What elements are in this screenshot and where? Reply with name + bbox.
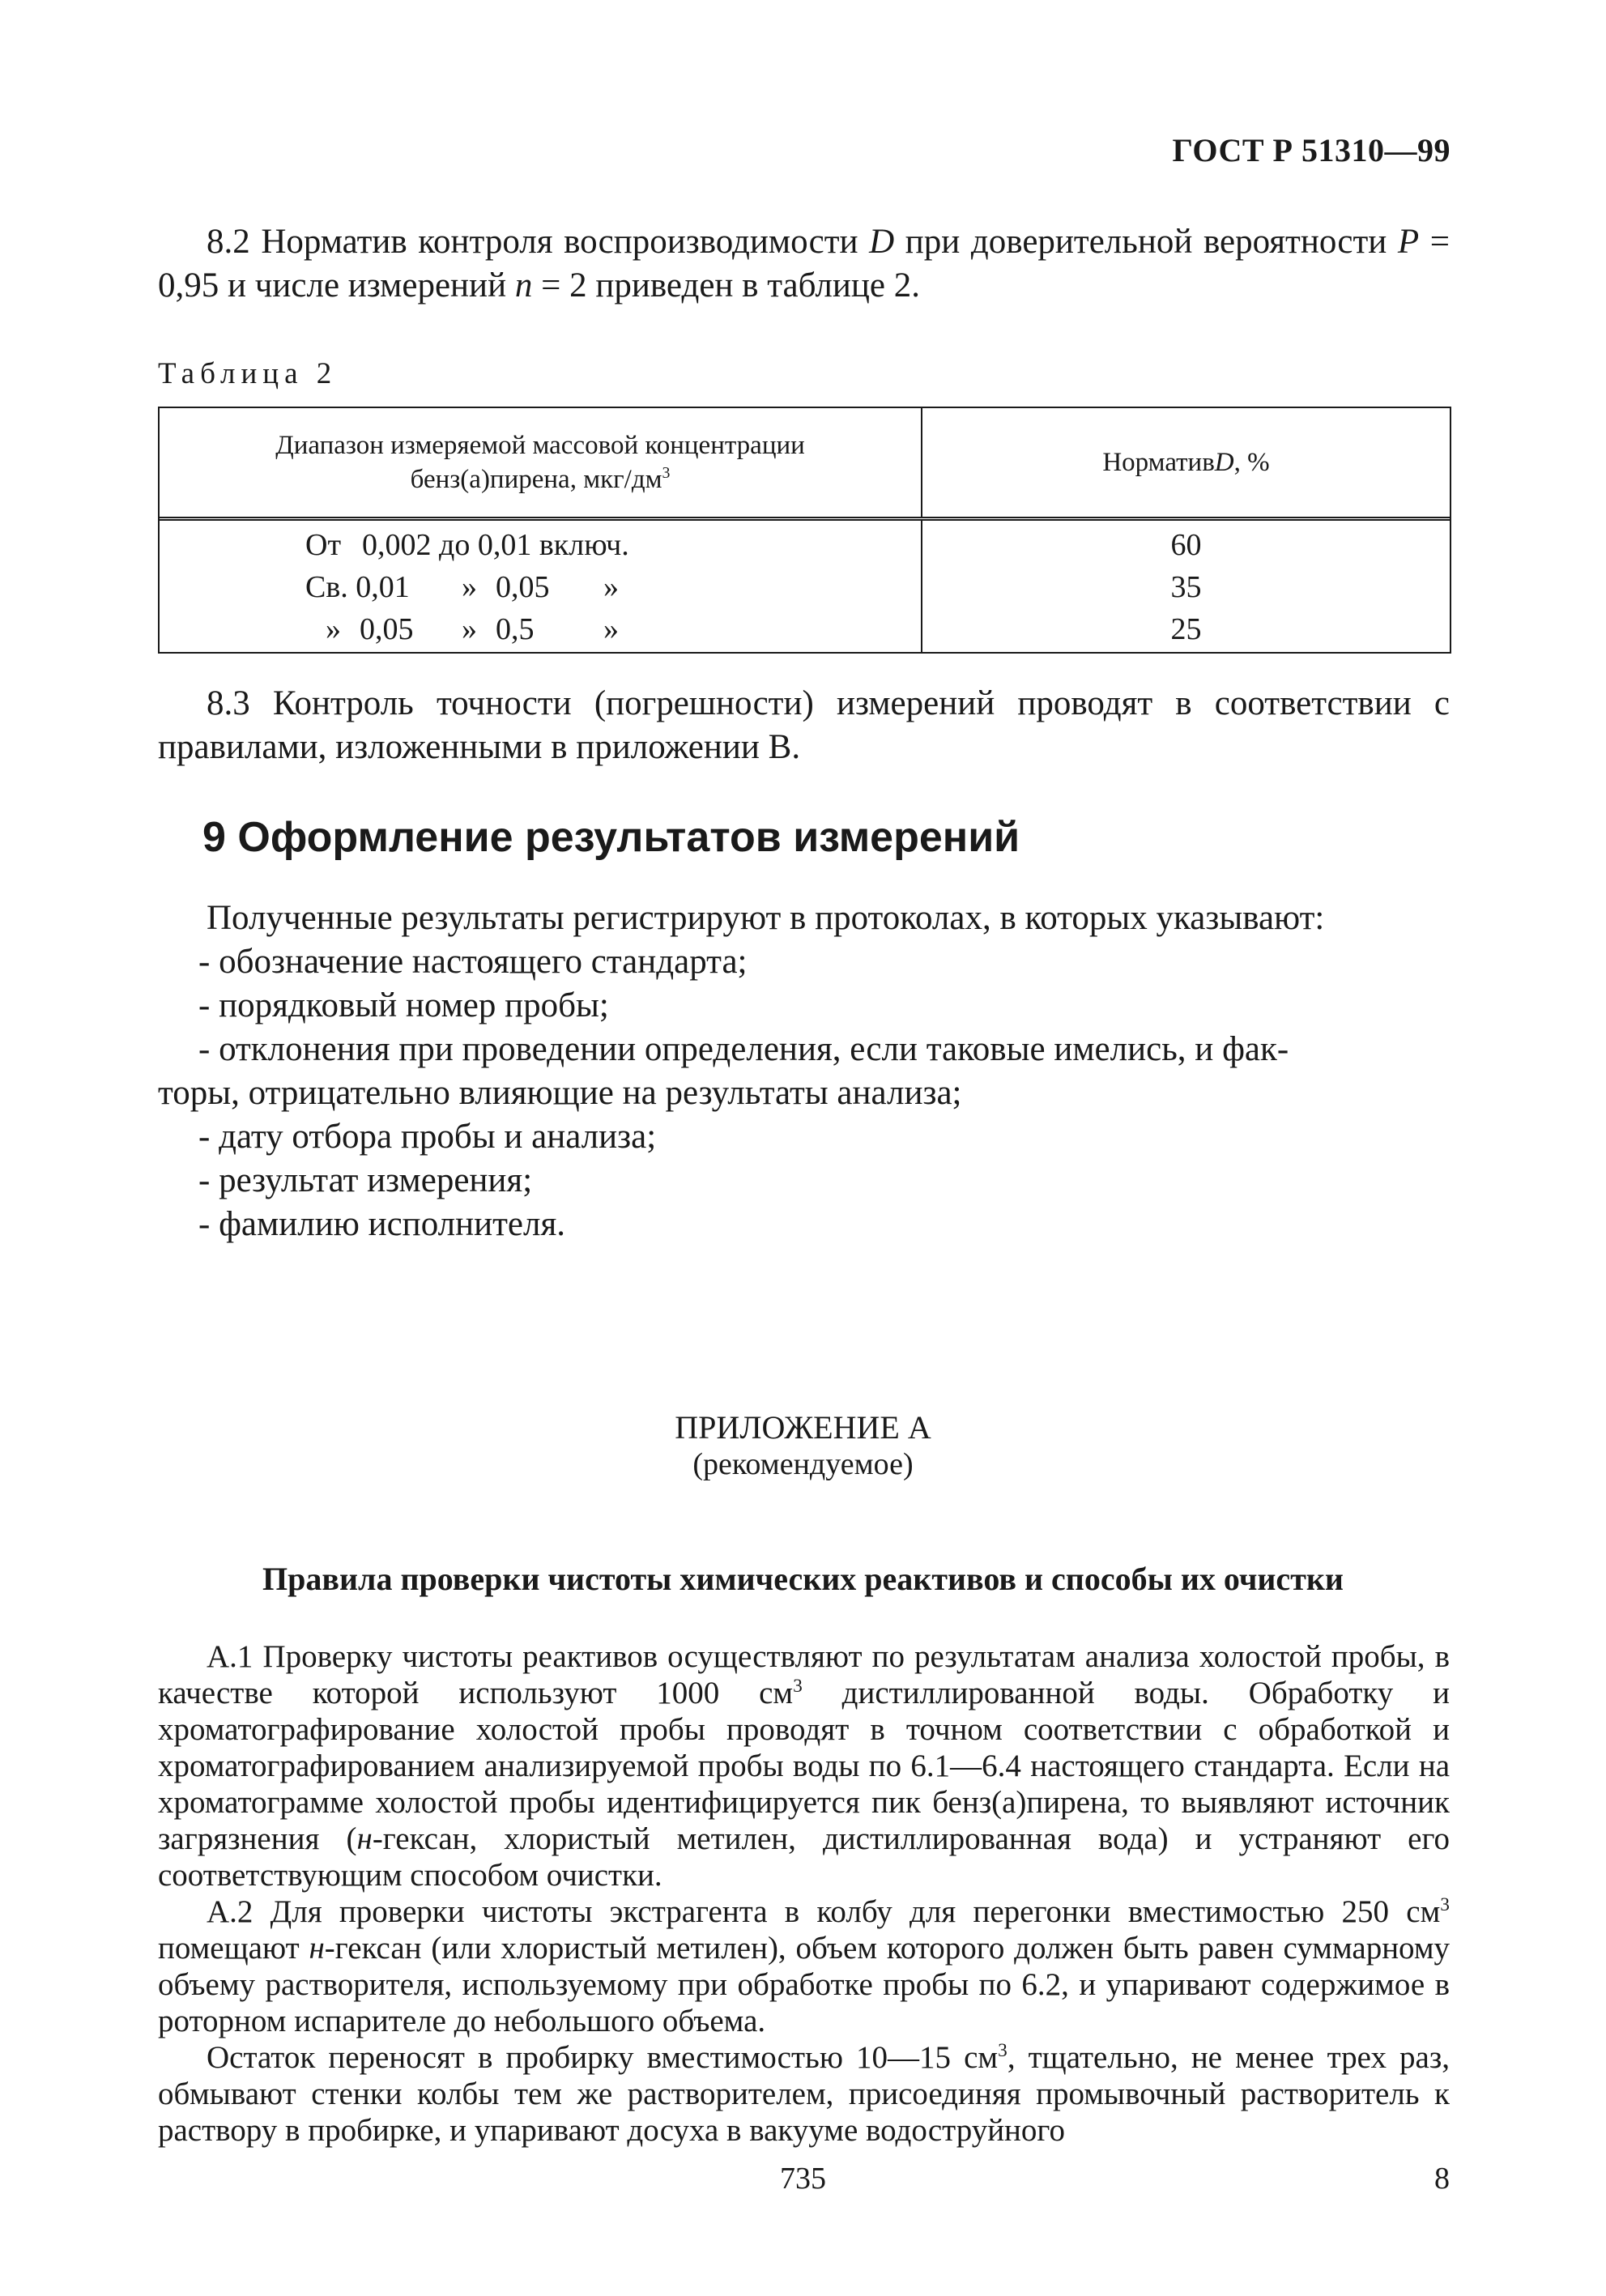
reproducibility-table <box>158 407 1451 654</box>
list-item: - отклонения при проведении определения, если таковые имелись, и фак- <box>198 1030 1289 1068</box>
table-row: Св. 0,01 » 0,05 » <box>305 570 619 604</box>
table-row: » 0,05 » 0,5 » <box>326 612 619 646</box>
table-norm-column <box>922 521 1450 652</box>
table-cell-value: 35 <box>1170 570 1202 604</box>
paragraph-8-3: 8.3 Контроль точности (погрешности) измерений проводят в соответствии с правилами, изложенными в приложении В. <box>158 684 1450 766</box>
section-9-body <box>158 897 1450 1246</box>
section-9-title: 9 Оформление результатов измерений <box>202 814 1020 861</box>
table-caption: Таблица 2 <box>158 357 338 390</box>
document-id-header: ГОСТ Р 51310—99 <box>1172 132 1451 168</box>
table-cell-value: 60 <box>1170 528 1202 562</box>
list-item-continuation: торы, отрицательно влияющие на результаты анализа; <box>158 1074 962 1112</box>
table-cell-value: 25 <box>1170 612 1202 646</box>
page-number: 8 <box>1434 2162 1450 2196</box>
table-header-row <box>160 408 1450 521</box>
paragraph-8-2: 8.2 Норматив контроля воспроизводимости D при доверительной вероятности P = 0,95 и числе измерений n = 2 приведен в таблице 2. <box>158 223 1450 305</box>
list-item: - дату отбора пробы и анализа; <box>198 1118 657 1156</box>
paragraph-a3: Остаток переносят в пробирку вместимостью 10—15 $см^3$, тщательно, не менее трех раз, обмывают стенки колбы тем же растворителем, присоединяя промывочный растворитель к раствору в пробирке, и упаривают досуха в вакууме водоструйного <box>158 2040 1450 2148</box>
appendix-title: ПРИЛОЖЕНИЕ А <box>675 1409 931 1446</box>
paragraph-a2: А.2 Для проверки чистоты экстрагента в колбу для перегонки вместимостью 250 $см^3$ помещают н-гексан (или хлористый метилен), объем которого должен быть равен суммарному объему растворителя, используемому при обработке пробы по 6.2, и упаривают содержимое в роторном испарителе до небольшого объема. <box>158 1894 1450 2038</box>
list-item: - фамилию исполнителя. <box>198 1205 565 1243</box>
section-9-intro: Полученные результаты регистрируют в протоколах, в которых указывают: <box>207 899 1325 937</box>
list-item: - порядковый номер пробы; <box>198 986 609 1024</box>
appendix-subtitle: (рекомендуемое) <box>692 1447 914 1481</box>
table-header-norm: Норматив D , % <box>1102 447 1270 477</box>
appendix-heading: Правила проверки чистоты химических реактивов и способы их очистки <box>262 1561 1344 1597</box>
table-body <box>160 521 1450 652</box>
appendix-body <box>158 1638 1450 2149</box>
table-range-column <box>160 521 922 652</box>
list-item: - результат измерения; <box>198 1161 533 1199</box>
table-header-range: Диапазон измеряемой массовой концентрации бенз(а)пирена, мкг/$дм^3$ <box>160 408 922 517</box>
paragraph-a1: А.1 Проверку чистоты реактивов осуществляют по результатам анализа холостой пробы, в качестве которой используют 1000 $см^3$ дистиллированной воды. Обработку и хроматографирование холостой пробы проводят в точном соответствии с обработкой и хроматографированием анализируемой пробы воды по 6.1—6.4 настоящего стандарта. Если на хроматограмме холостой пробы идентифицируется пик бенз(а)пирена, то выявляют источник загрязнения (н-гексан, хлористый метилен, дистиллированная вода) и устраняют его соответствующим способом очистки. <box>158 1639 1451 1893</box>
footer-center-number: 735 <box>780 2162 826 2196</box>
list-item: - обозначение настоящего стандарта; <box>198 943 748 981</box>
table-row: От 0,002 до 0,01 включ. <box>305 528 629 562</box>
